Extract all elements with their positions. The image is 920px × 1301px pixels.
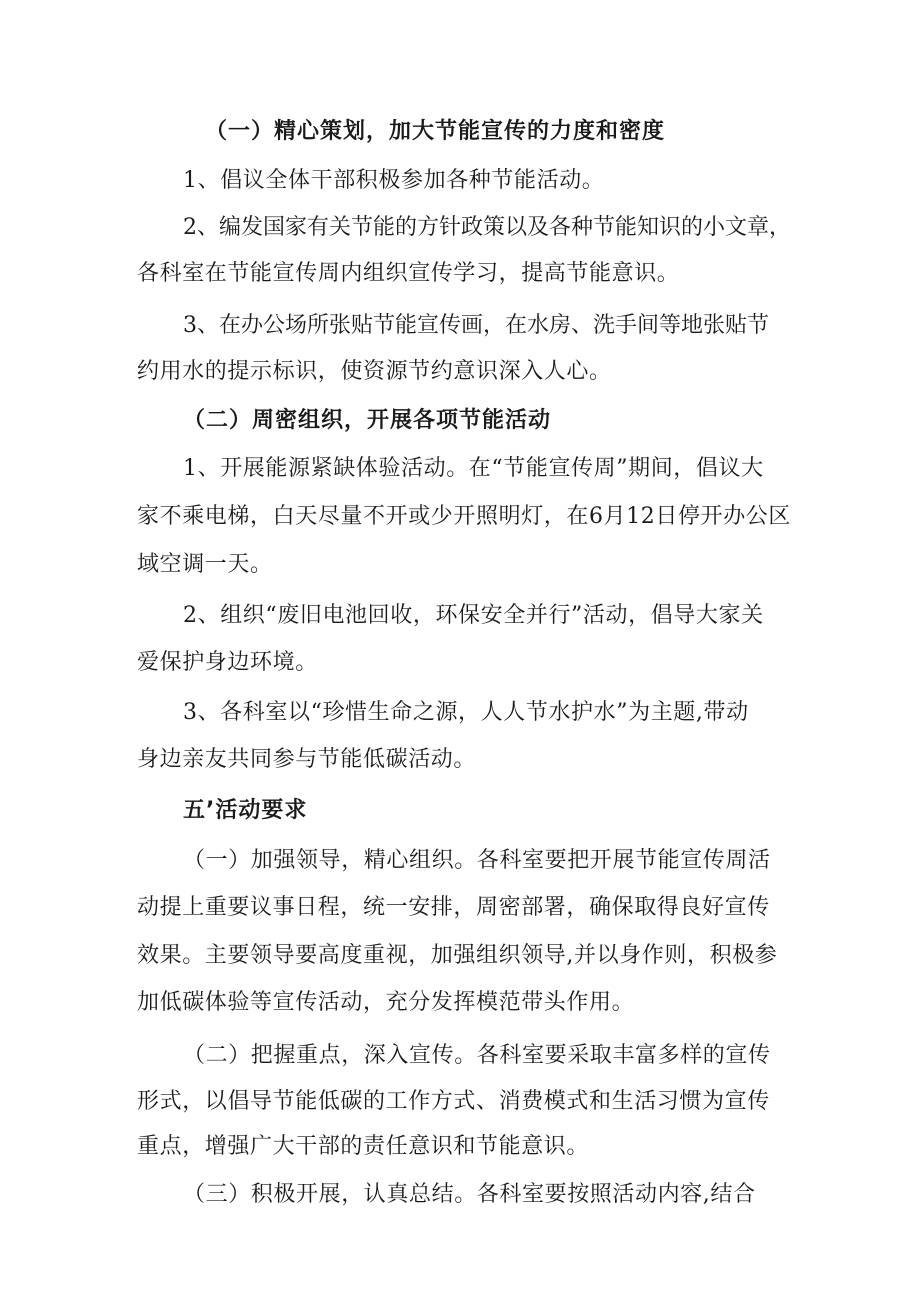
paragraph-line: （三）积极开展，认真总结。各科室要按照活动内容,结合 [183, 1182, 756, 1207]
paragraph-line: 约用水的提示标识，使资源节约意识深入人心。 [137, 359, 612, 384]
paragraph-line: 形式，以倡导节能低碳的工作方式、消费模式和生活习惯为宣传 [137, 1089, 770, 1114]
paragraph-line: 爱保护身边环境。 [137, 650, 318, 675]
paragraph-line: 1、倡议全体干部积极参加各种节能活动。 [183, 168, 605, 193]
paragraph-line: 重点，增强广大干部的责任意识和节能意识。 [137, 1134, 590, 1159]
paragraph-line: （二）把握重点，深入宣传。各科室要采取丰富多样的宣传 [183, 1043, 771, 1068]
paragraph-line: 1、开展能源紧缺体验活动。在“节能宣传周”期间，倡议大 [183, 456, 764, 481]
paragraph-line: 3、各科室以“珍惜生命之源，人人节水护水”为主题,带动 [183, 700, 749, 725]
section-heading-2: （二）周密组织，开展各项节能活动 [183, 408, 552, 433]
paragraph-line: 家不乘电梯，白天尽量不开或少开照明灯，在6月12日停开办公区 [137, 504, 791, 529]
paragraph-line: 2、组织“废旧电池回收，环保安全并行”活动，倡导大家关 [183, 603, 764, 628]
section-heading-3: 五’活动要求 [183, 798, 308, 823]
paragraph-line: 加低碳体验等宣传活动，充分发挥模范带头作用。 [137, 990, 635, 1015]
paragraph-line: 动提上重要议事日程，统一安排，周密部署，确保取得良好宣传 [137, 895, 770, 920]
paragraph-line: 3、在办公场所张贴节能宣传画，在水房、洗手间等地张贴节 [183, 313, 769, 338]
paragraph-line: 效果。主要领导要高度重视，加强组织领导,并以身作则，积极参 [137, 943, 778, 968]
paragraph-line: 各科室在节能宣传周内组织宣传学习，提高节能意识。 [137, 261, 680, 286]
paragraph-line: 2、编发国家有关节能的方针政策以及各种节能知识的小文章， [183, 215, 791, 240]
paragraph-line: 域空调一天。 [137, 552, 273, 577]
paragraph-line: 身边亲友共同参与节能低碳活动。 [137, 747, 477, 772]
paragraph-line: （一）加强领导，精心组织。各科室要把开展节能宣传周活 [183, 848, 771, 873]
section-heading-1: （一）精心策划，加大节能宣传的力度和密度 [205, 119, 666, 144]
